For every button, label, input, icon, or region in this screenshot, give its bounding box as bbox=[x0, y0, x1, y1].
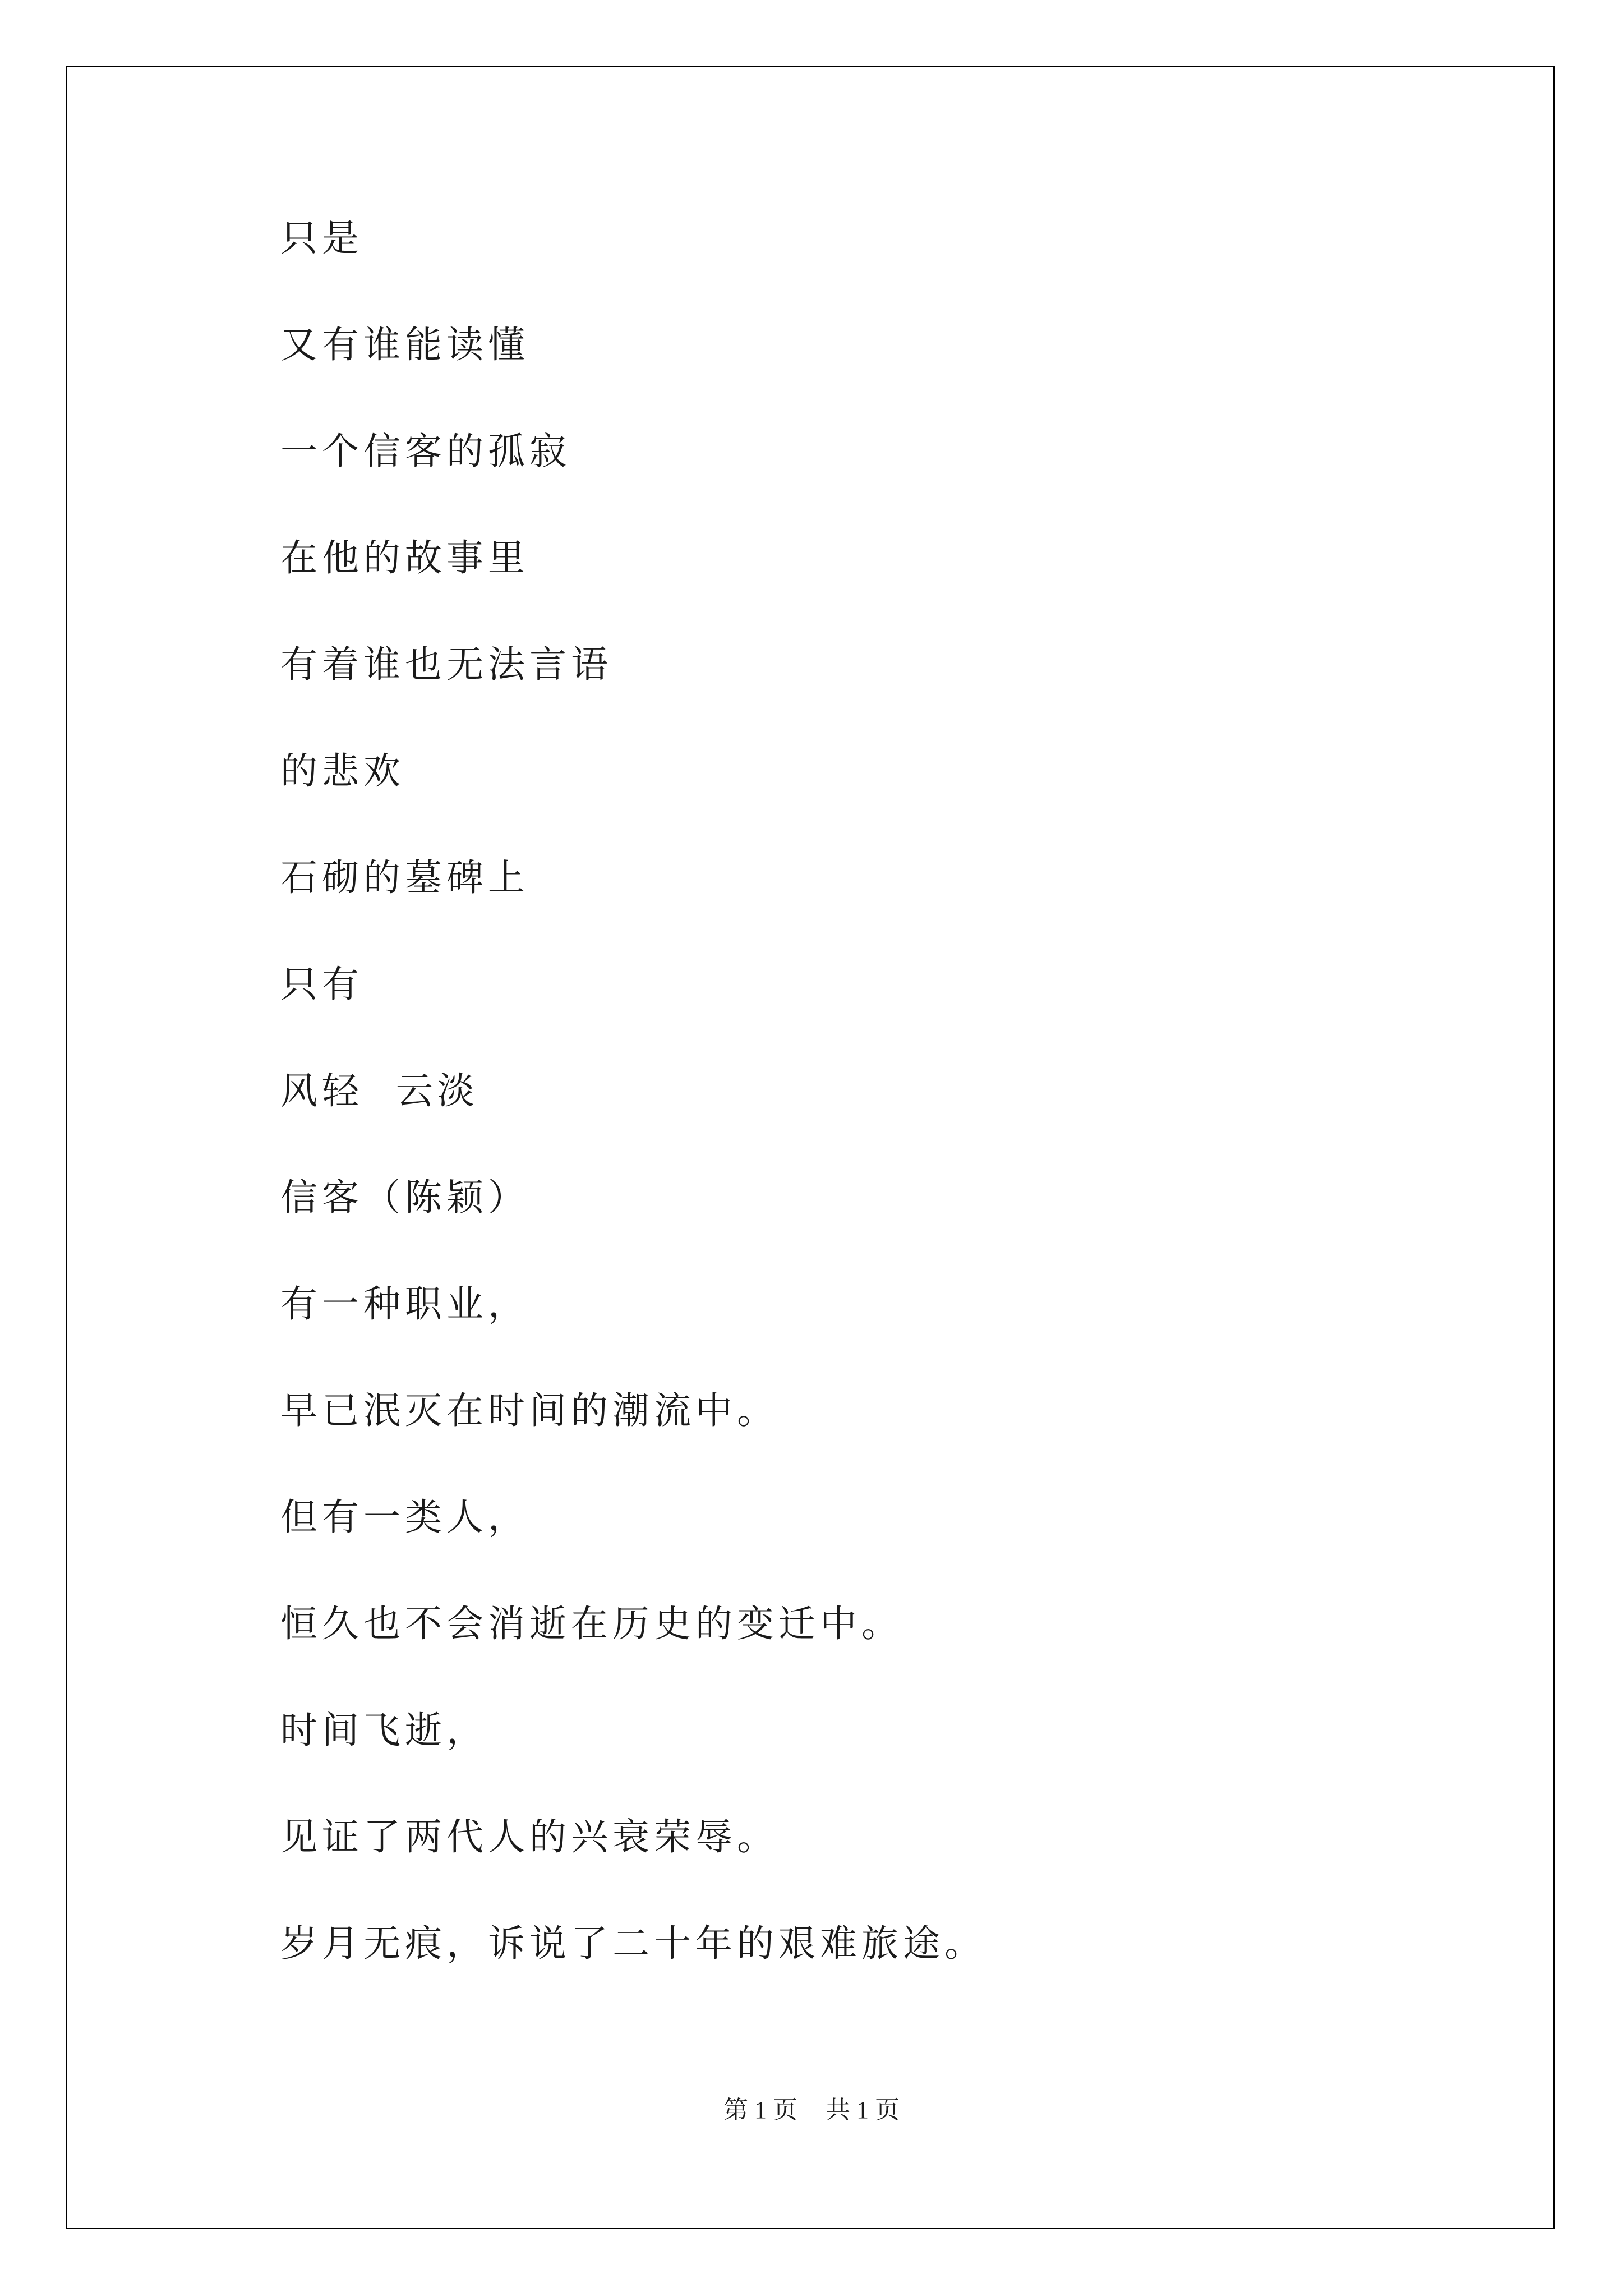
text-line: 一个信客的孤寂 bbox=[280, 430, 571, 473]
page-footer bbox=[0, 2096, 1623, 2125]
text-line: 恒久也不会消逝在历史的变迁中。 bbox=[280, 1602, 903, 1645]
page-number: 第 1 页 bbox=[723, 2096, 797, 2124]
text-line: 的悲欢 bbox=[280, 749, 405, 793]
text-line: 又有谁能读懂 bbox=[280, 323, 529, 366]
section-title: 信客（陈颖） bbox=[280, 1176, 529, 1219]
text-line: 岁月无痕，诉说了二十年的艰难旅途。 bbox=[280, 1922, 986, 1965]
text-line: 有一种职业， bbox=[280, 1282, 529, 1326]
text-line: 石砌的墓碑上 bbox=[280, 856, 529, 899]
page-total: 共 1 页 bbox=[826, 2096, 900, 2124]
text-line: 在他的故事里 bbox=[280, 536, 529, 579]
text-line: 风轻 云淡 bbox=[280, 1069, 479, 1112]
text-line: 有着谁也无法言语 bbox=[280, 643, 612, 686]
text-line: 时间飞逝， bbox=[280, 1709, 488, 1752]
text-line: 见证了两代人的兴衰荣辱。 bbox=[280, 1815, 778, 1858]
text-line: 只有 bbox=[280, 963, 363, 1006]
text-line: 早已泯灭在时间的潮流中。 bbox=[280, 1389, 778, 1432]
text-line: 只是 bbox=[280, 217, 363, 260]
document-body bbox=[280, 217, 986, 2032]
text-line: 但有一类人， bbox=[280, 1496, 529, 1539]
